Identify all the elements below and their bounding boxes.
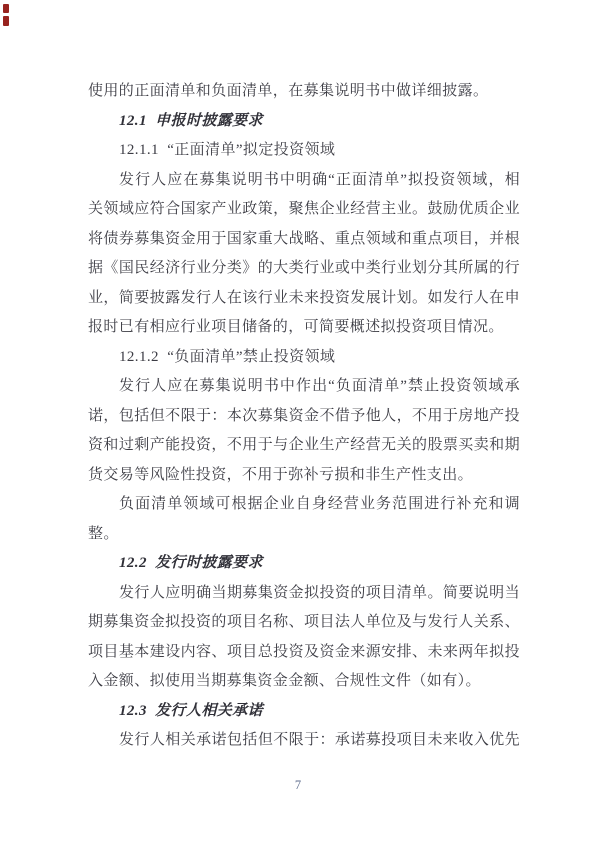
text-line: 资和过剩产能投资，不用于与企业生产经营无关的股票买卖和期 — [88, 437, 520, 453]
text-line: 关领域应符合国家产业政策，聚焦企业经营主业。鼓励优质企业 — [88, 201, 520, 217]
section-heading: 12.1.1 “正面清单”拟定投资领域 — [119, 142, 336, 158]
text-line: 发行人应在募集说明书中明确“正面清单”拟投资领域，相 — [119, 171, 520, 188]
red-corner-mark-icon — [3, 16, 9, 26]
text-line: 发行人应在募集说明书中作出“负面清单”禁止投资领域承 — [119, 378, 520, 394]
document-text-block — [88, 77, 520, 756]
section-heading: 12.1.2 “负面清单”禁止投资领域 — [119, 348, 336, 365]
section-heading: 12.3 发行人相关承诺 — [119, 702, 263, 719]
text-line: 使用的正面清单和负面清单，在募集说明书中做详细披露。 — [88, 83, 489, 99]
text-line: 业，简要披露发行人在该行业未来投资发展计划。如发行人在申 — [88, 289, 520, 306]
text-line: 据《国民经济行业分类》的大类行业或中类行业划分其所属的行 — [88, 260, 520, 276]
text-line: 期募集资金拟投资的项目名称、项目法人单位及与发行人关系、 — [88, 614, 520, 630]
text-line: 入金额、拟使用当期募集资金金额、合规性文件（如有）。 — [88, 673, 481, 689]
text-line: 发行人应明确当期募集资金拟投资的项目清单。简要说明当 — [119, 584, 520, 601]
section-heading: 12.1 申报时披露要求 — [119, 112, 263, 129]
red-corner-mark-icon — [3, 4, 9, 13]
text-line: 项目基本建设内容、项目总投资及资金来源安排、未来两年拟投 — [88, 643, 520, 660]
text-line: 将债券募集资金用于国家重大战略、重点领域和重点项目，并根 — [88, 230, 520, 247]
text-line: 发行人相关承诺包括但不限于：承诺募投项目未来收入优先 — [119, 732, 520, 748]
text-line: 负面清单领域可根据企业自身经营业务范围进行补充和调 — [119, 496, 520, 512]
text-line: 报时已有相应行业项目储备的，可简要概述拟投资项目情况。 — [88, 319, 504, 335]
page-number: 7 — [294, 778, 302, 792]
text-line: 诺，包括但不限于：本次募集资金不借予他人，不用于房地产投 — [88, 407, 520, 424]
text-line: 整。 — [88, 525, 119, 542]
section-heading: 12.2 发行时披露要求 — [119, 555, 263, 571]
text-line: 货交易等风险性投资，不用于弥补亏损和非生产性支出。 — [88, 466, 474, 483]
